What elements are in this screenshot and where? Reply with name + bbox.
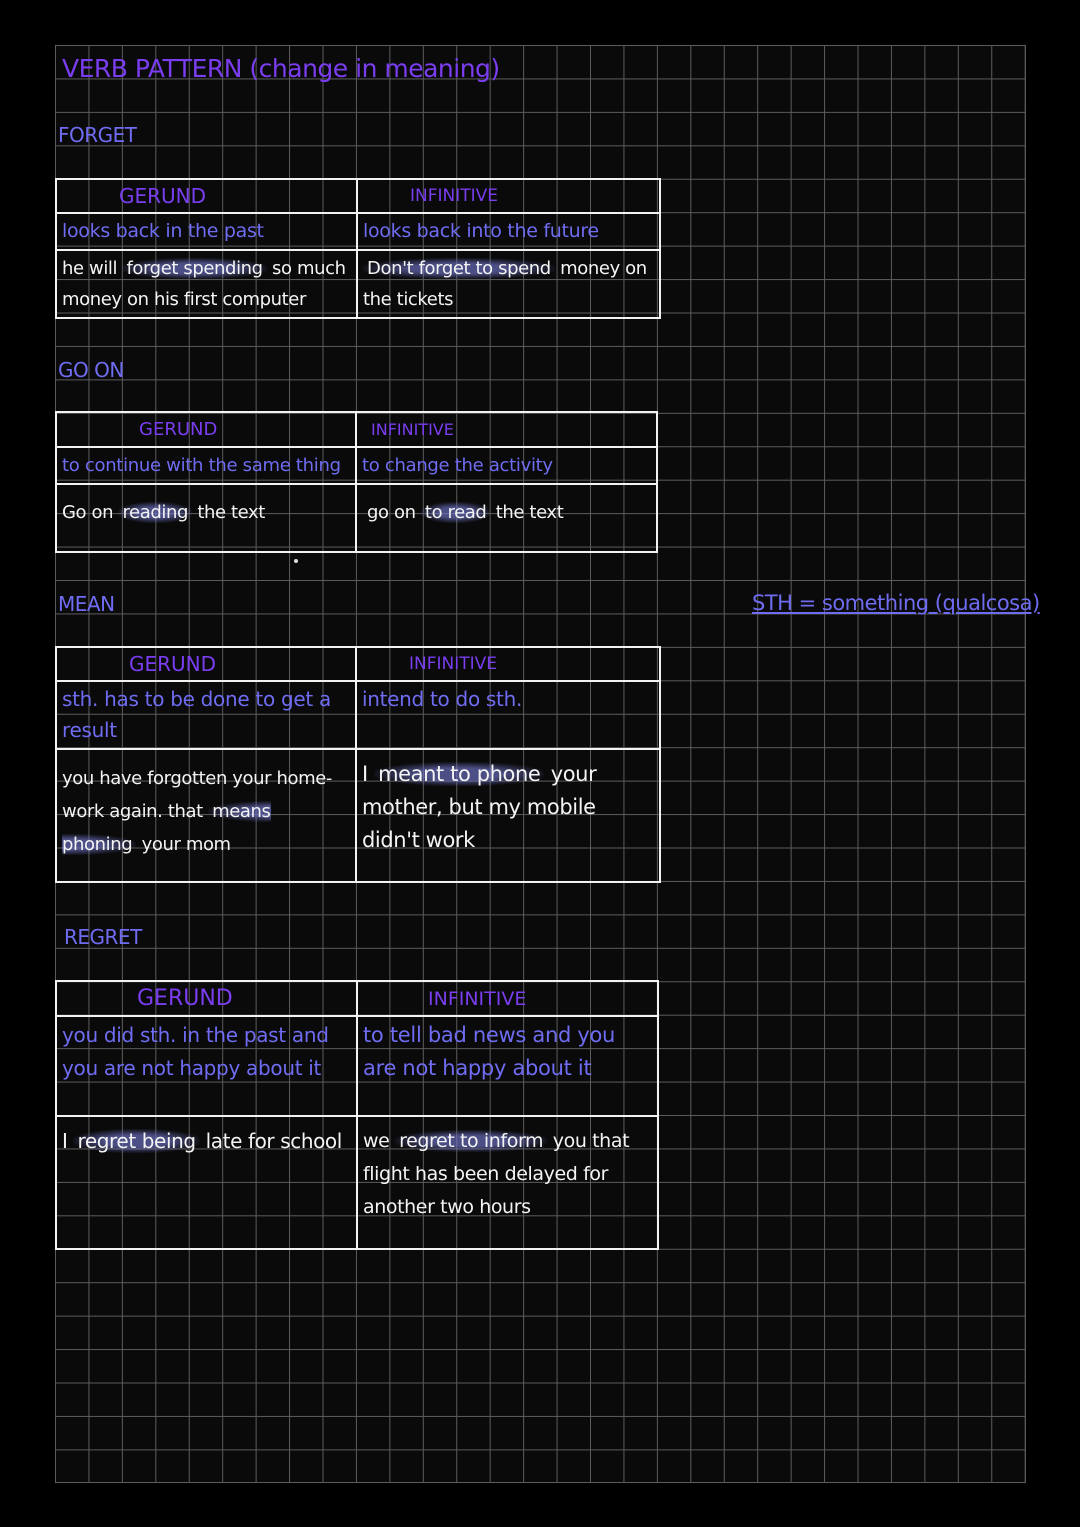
example-text: you that flight has been delayed for another two hours <box>363 1130 630 1218</box>
infinitive-example <box>357 1116 658 1249</box>
section-heading-go-on: GO ON <box>58 358 124 382</box>
gerund-meaning: sth. has to be done to get a result <box>56 681 356 749</box>
gerund-example <box>56 749 356 882</box>
infinitive-meaning: to change the activity <box>356 447 657 484</box>
verb-table-go-on <box>55 411 658 553</box>
gerund-meaning: you did sth. in the past and you are not happy about it <box>56 1016 357 1116</box>
gerund-column-header: GERUND <box>56 412 356 447</box>
example-text: he will <box>62 258 123 279</box>
example-text: the text <box>490 502 564 523</box>
gerund-column-header: GERUND <box>56 179 357 213</box>
infinitive-meaning: to tell bad news and you are not happy about it <box>357 1016 658 1116</box>
gerund-meaning: looks back in the past <box>56 213 357 250</box>
example-text: your mother, but my mobile didn't work <box>362 762 597 852</box>
infinitive-column-header: INFINITIVE <box>357 179 660 213</box>
infinitive-column-header: INFINITIVE <box>356 412 657 447</box>
gerund-example <box>56 484 356 552</box>
example-text: Go on <box>62 502 119 523</box>
example-text: so much money on his first computer <box>62 258 346 310</box>
example-text: you have forgotten your home-work again. that <box>62 768 332 822</box>
example-text: we <box>363 1130 396 1152</box>
example-text: late for school <box>199 1129 342 1153</box>
example-text: go on <box>367 502 421 523</box>
section-heading-mean: MEAN <box>58 592 115 616</box>
example-text: your mom <box>136 834 231 855</box>
highlighted-verb: means phoning <box>62 801 271 855</box>
gerund-meaning: to continue with the same thing <box>56 447 356 484</box>
verb-table-forget <box>55 178 661 319</box>
verb-table-mean <box>55 646 661 883</box>
example-text: money on the tickets <box>363 258 647 310</box>
verb-table-regret <box>55 980 659 1250</box>
section-heading-regret: REGRET <box>64 925 142 949</box>
section-heading-forget: FORGET <box>58 123 137 147</box>
highlighted-verb: regret to inform <box>395 1130 547 1152</box>
infinitive-meaning: looks back into the future <box>357 213 660 250</box>
infinitive-example <box>356 484 657 552</box>
ink-dot <box>294 559 298 563</box>
highlighted-verb: Don't forget to spend <box>363 258 555 279</box>
highlighted-verb: meant to phone <box>374 762 544 786</box>
example-text: I <box>362 762 375 786</box>
gerund-example <box>56 1116 357 1249</box>
highlighted-verb: to read <box>421 502 491 523</box>
example-text: the text <box>192 502 265 523</box>
infinitive-column-header: INFINITIVE <box>357 981 658 1016</box>
page-title: VERB PATTERN (change in meaning) <box>62 54 500 83</box>
infinitive-example <box>357 250 660 318</box>
infinitive-column-header: INFINITIVE <box>356 647 660 681</box>
gerund-example <box>56 250 357 318</box>
gerund-column-header: GERUND <box>56 647 356 681</box>
highlighted-verb: forget spending <box>122 258 266 279</box>
infinitive-meaning: intend to do sth. <box>356 681 660 749</box>
highlighted-verb: regret being <box>73 1129 199 1153</box>
gerund-column-header: GERUND <box>56 981 357 1016</box>
side-note-sth-definition: STH = something (qualcosa) <box>752 591 1040 615</box>
highlighted-verb: reading <box>118 502 192 523</box>
example-text: I <box>62 1129 74 1153</box>
infinitive-example <box>356 749 660 882</box>
